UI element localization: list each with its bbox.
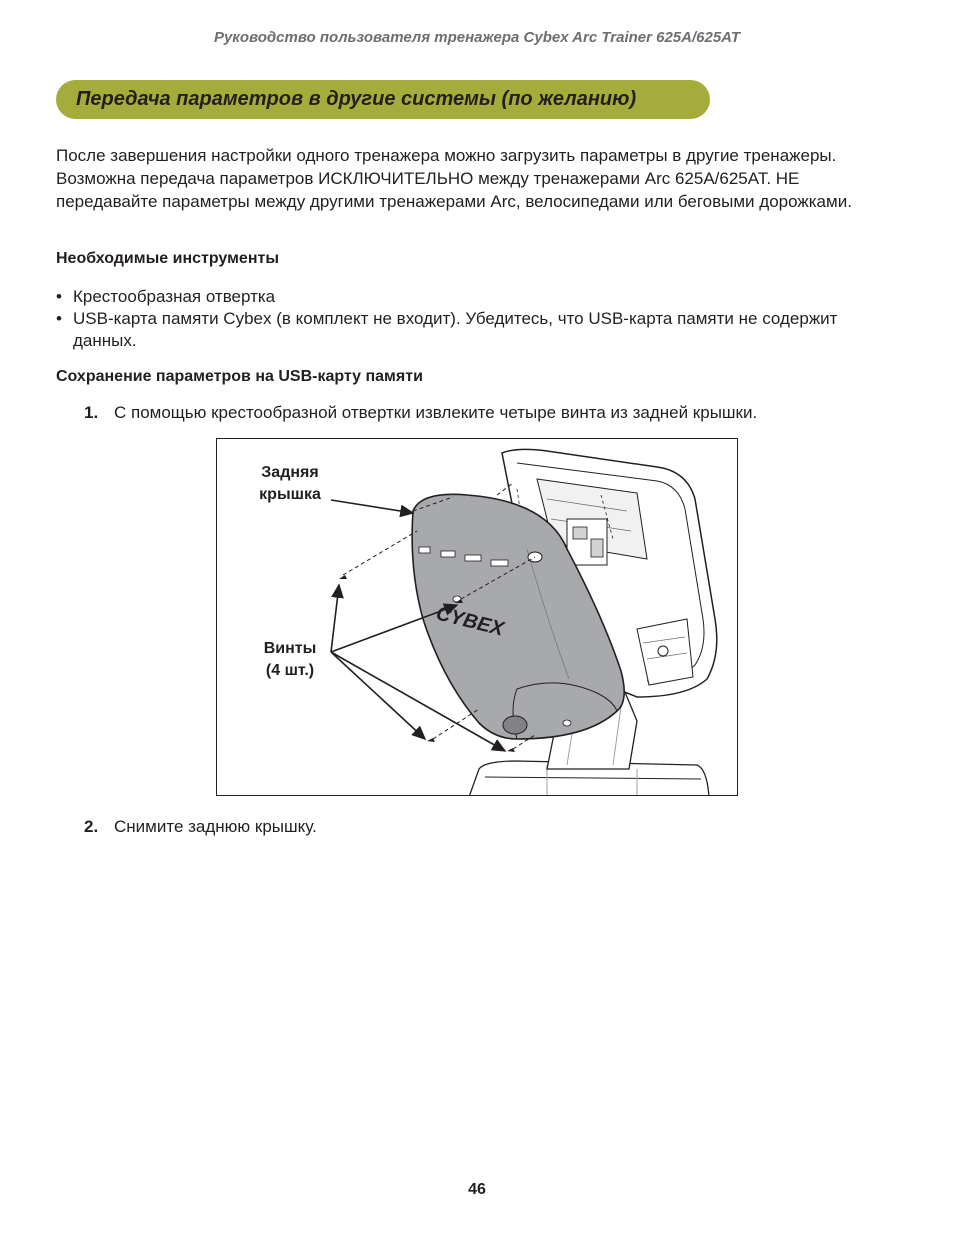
tools-list bbox=[56, 286, 846, 352]
step-text: С помощью крестообразной отвертки извлеките четыре винта из задней крышки. bbox=[114, 403, 758, 422]
list-item bbox=[56, 308, 846, 352]
section-title-banner: Передача параметров в другие системы (по желанию) bbox=[56, 80, 710, 119]
screw-icon bbox=[339, 575, 347, 579]
step-number: 2. bbox=[84, 817, 99, 836]
rear-cover-figure bbox=[216, 438, 738, 796]
cybex-logo-text: CYBEX bbox=[433, 602, 506, 641]
callout-rear-cover: Задняя крышка bbox=[259, 464, 321, 503]
running-header: Руководство пользователя тренажера Cybex Arc Trainer 625A/625AT bbox=[213, 29, 741, 46]
step-number: 1. bbox=[84, 403, 99, 422]
step-1 bbox=[84, 403, 757, 423]
step-text: Снимите заднюю крышку. bbox=[114, 817, 317, 836]
page-number: 46 bbox=[468, 1181, 486, 1198]
callout-screws: Винты (4 шт.) bbox=[263, 640, 317, 679]
bullet-icon: • bbox=[56, 287, 62, 306]
tool-item-screwdriver: Крестообразная отвертка bbox=[73, 287, 276, 306]
intro-paragraph: После завершения настройки одного тренажера можно загрузить параметры в другие тренажеры. Возможна передача параметров ИСКЛЮЧИТЕЛЬНО между тренажерами Arc 625A/625AT. НЕ передавайте параметры между другими тренажерами Arc, велосипедами или беговыми дорожками. bbox=[56, 146, 852, 211]
tool-item-usb: USB-карта памяти Cybex (в комплект не входит). Убедитесь, что USB-карта памяти не содержит данных. bbox=[73, 309, 838, 350]
list-item bbox=[56, 286, 846, 308]
bullet-icon: • bbox=[56, 309, 62, 328]
step-2 bbox=[84, 817, 317, 837]
tools-heading: Необходимые инструменты bbox=[56, 250, 279, 267]
procedure-heading: Сохранение параметров на USB-карту памяти bbox=[56, 368, 423, 385]
